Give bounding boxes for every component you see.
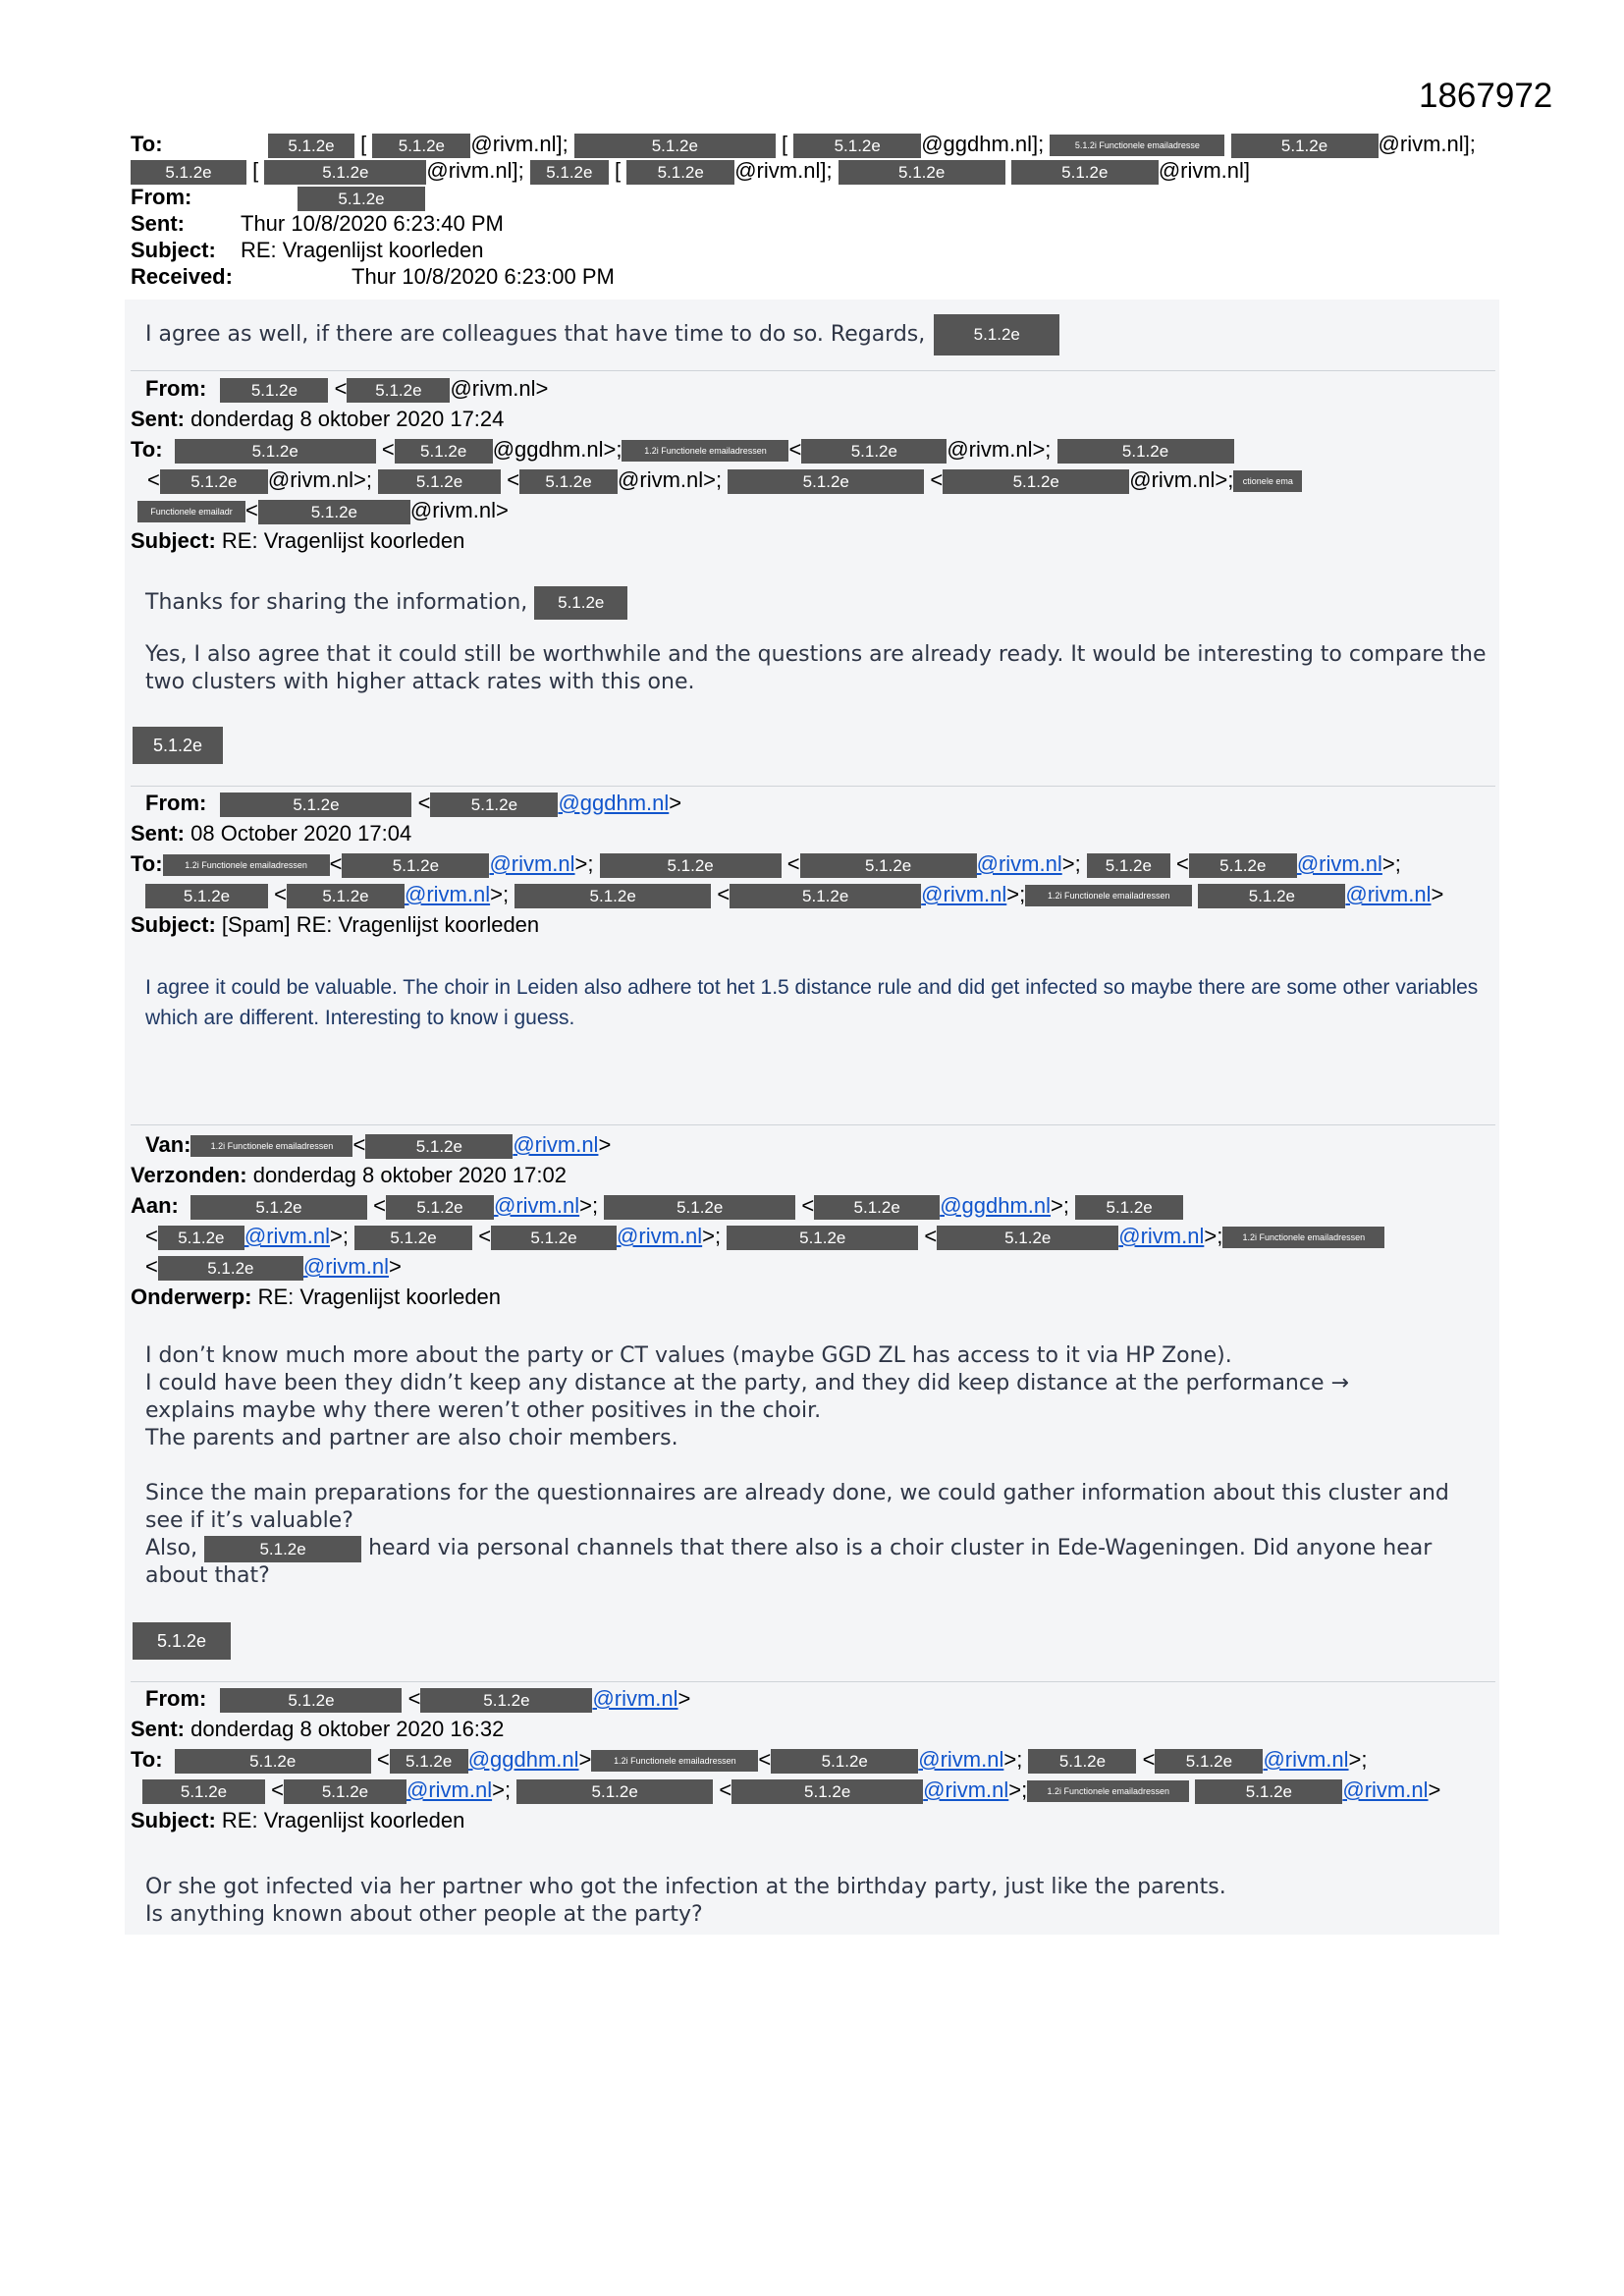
sent-row [131, 1160, 1505, 1190]
to-row-cont [131, 1775, 1505, 1805]
subject-row [131, 1805, 1505, 1835]
email-domain: @rivm.nl>; [267, 467, 372, 492]
angle-bracket: < [801, 1193, 815, 1218]
redaction: 5.1.2e [287, 884, 405, 908]
subject-value: [Spam] RE: Vragenlijst koorleden [221, 912, 540, 937]
document-number: 1867972 [1419, 77, 1553, 115]
email-link[interactable]: @rivm.nl [918, 1747, 1004, 1772]
redaction: 5.1.2e [491, 1226, 617, 1250]
email-domain: @rivm.nl]; [426, 158, 524, 183]
divider [131, 370, 1495, 371]
angle-bracket: < [147, 467, 160, 492]
email-domain: @rivm.nl>; [947, 437, 1052, 462]
redaction-functional: 1.2i Functionele emailadressen [1027, 1780, 1189, 1802]
angle-bracket: >; [492, 1777, 512, 1802]
email5-line1: Or she got infected via her partner who got the infection at the birthday party, just like the parents. [145, 1875, 1226, 1899]
email-link[interactable]: @rivm.nl [592, 1686, 678, 1711]
email4-header [131, 1129, 1505, 1312]
redaction: 5.1.2e [771, 1749, 918, 1774]
email4-para2: Since the main preparations for the questionnaires are already done, we could gather information about this cluster and see if it’s valuable? [145, 1481, 1449, 1533]
sent-row [131, 818, 1505, 848]
angle-bracket: < [788, 437, 802, 462]
email-link[interactable]: @rivm.nl [406, 1777, 493, 1802]
subject-label: Subject: [131, 238, 216, 262]
email4-line: explains maybe why there weren’t other positives in the choir. [145, 1398, 822, 1423]
from-label: Van: [145, 1132, 191, 1157]
to-row [131, 1190, 1505, 1221]
redaction: 5.1.2e [204, 1536, 361, 1562]
redaction: 5.1.2e [175, 1749, 371, 1774]
redaction-functional: 1.2i Functionele emailadressen [622, 440, 788, 462]
angle-bracket: < [924, 1224, 938, 1248]
received-value: Thur 10/8/2020 6:23:00 PM [352, 264, 615, 289]
redaction: 5.1.2e [264, 160, 426, 185]
redaction: 5.1.2e [142, 1779, 265, 1804]
redaction: 5.1.2e [730, 884, 921, 908]
angle-bracket: >; [1008, 1777, 1028, 1802]
redaction: 5.1.2e [937, 1226, 1118, 1250]
redaction-functional: 1.2i Functionele emailadressen [1025, 885, 1192, 906]
redaction: 5.1.2e [514, 884, 711, 908]
to-label: To: [131, 437, 163, 462]
redaction: 5.1.2e [420, 1688, 592, 1713]
angle-bracket: > [1431, 882, 1444, 906]
redaction-functional: 1.2i Functionele emailadressen [591, 1750, 758, 1772]
email-link[interactable]: @ggdhm.nl [558, 791, 670, 815]
from-row [131, 788, 1505, 818]
angle-bracket: > [669, 791, 682, 815]
redaction: 5.1.2e [372, 134, 470, 158]
email5-body [145, 1874, 1490, 1929]
redaction-functional: 5.1.2i Functionele emailadresse [1050, 135, 1224, 156]
email-domain: @ggdhm.nl]; [921, 132, 1045, 156]
email-domain: @rivm.nl> [450, 376, 549, 401]
subject-value: RE: Vragenlijst koorleden [257, 1285, 502, 1309]
bracket: [ [252, 158, 259, 183]
redaction-functional: 1.2i Functionele emailadressen [190, 1135, 352, 1157]
sent-label: Verzonden: [131, 1163, 247, 1187]
signature-redaction: 5.1.2e [133, 1622, 231, 1660]
angle-bracket: < [786, 851, 800, 876]
redaction-functional: 1.2i Functionele emailadressen [1222, 1227, 1384, 1248]
angle-bracket: < [417, 791, 431, 815]
redaction: 5.1.2e [145, 884, 268, 908]
angle-bracket: < [373, 1193, 386, 1218]
email4-para3-a: Also, [145, 1536, 198, 1560]
email-domain: @rivm.nl> [409, 498, 509, 522]
email-link[interactable]: @rivm.nl [1342, 1777, 1429, 1802]
redaction: 5.1.2e [793, 134, 921, 158]
angle-bracket: < [507, 467, 520, 492]
angle-bracket: >; [1348, 1747, 1368, 1772]
angle-bracket: < [1142, 1747, 1156, 1772]
email2-text1: Thanks for sharing the information, [145, 590, 528, 615]
email-link[interactable]: @rivm.nl [1118, 1224, 1205, 1248]
angle-bracket: >; [1381, 851, 1401, 876]
subject-label: Subject: [131, 528, 216, 553]
subject-value: RE: Vragenlijst koorleden [221, 528, 465, 553]
angle-bracket: >; [1204, 1224, 1223, 1248]
angle-bracket: < [271, 1777, 284, 1802]
subject-label: Subject: [131, 912, 216, 937]
divider [131, 1681, 1495, 1682]
email3-header [131, 788, 1505, 940]
redaction: 5.1.2e [158, 1256, 303, 1281]
redaction: 5.1.2e [1189, 853, 1297, 878]
redaction: 5.1.2e [800, 853, 977, 878]
email-link[interactable]: @ggdhm.nl [467, 1747, 579, 1772]
email1-body [145, 314, 1490, 355]
angle-bracket: < [352, 1132, 366, 1157]
divider [131, 1124, 1495, 1125]
email5-line2: Is anything known about other people at the party? [145, 1902, 703, 1927]
subject-row [131, 237, 1495, 263]
to-row-cont2 [131, 1251, 1505, 1282]
redaction: 5.1.2e [258, 500, 410, 524]
redaction: 5.1.2e [728, 469, 924, 494]
angle-bracket: < [758, 1747, 772, 1772]
email-domain: @rivm.nl>; [1129, 467, 1234, 492]
angle-bracket: >; [1003, 1747, 1023, 1772]
angle-bracket: > [677, 1686, 691, 1711]
redaction: 5.1.2e [175, 439, 376, 464]
sent-value: 08 October 2020 17:04 [190, 821, 412, 846]
to-row-cont [131, 465, 1505, 495]
from-label: From: [131, 185, 192, 209]
from-row [131, 184, 1495, 210]
angle-bracket: < [145, 1224, 158, 1248]
redaction: 5.1.2e [342, 853, 489, 878]
email4-body [145, 1342, 1490, 1590]
email-link[interactable]: @ggdhm.nl [940, 1193, 1052, 1218]
email-link[interactable]: @rivm.nl [921, 882, 1007, 906]
email-link[interactable]: @rivm.nl [404, 882, 491, 906]
email-domain: @rivm.nl]; [734, 158, 833, 183]
angle-bracket: < [274, 882, 287, 906]
sent-value: Thur 10/8/2020 6:23:40 PM [241, 211, 504, 236]
received-row [131, 263, 1495, 290]
redaction: 5.1.2e [378, 469, 501, 494]
email4-line: The parents and partner are also choir members. [145, 1426, 678, 1450]
angle-bracket: > [388, 1254, 402, 1279]
from-row [131, 1683, 1505, 1714]
to-label: To: [131, 1747, 163, 1772]
redaction: 5.1.2e [220, 378, 328, 403]
redaction: 5.1.2e [731, 1779, 923, 1804]
email-link[interactable]: @rivm.nl [513, 1132, 599, 1157]
to-row-cont [131, 1221, 1505, 1251]
subject-row [131, 525, 1505, 556]
redaction: 5.1.2e [298, 187, 425, 211]
angle-bracket: < [329, 851, 343, 876]
angle-bracket: < [334, 376, 348, 401]
redaction: 5.1.2e [1057, 439, 1234, 464]
sent-label: Sent: [131, 211, 185, 236]
received-label: Received: [131, 264, 233, 289]
email-domain: @rivm.nl>; [618, 467, 723, 492]
email-domain: @rivm.nl] [1158, 158, 1251, 183]
to-label: To: [131, 132, 163, 156]
redaction: 5.1.2e [220, 1688, 402, 1713]
signature-redaction: 5.1.2e [133, 727, 223, 764]
bracket: [ [360, 132, 367, 156]
sent-row [131, 404, 1505, 434]
angle-bracket: < [245, 498, 258, 522]
angle-bracket: < [145, 1254, 158, 1279]
subject-value: RE: Vragenlijst koorleden [221, 1808, 465, 1832]
email-link[interactable]: @rivm.nl [617, 1224, 703, 1248]
from-row [131, 373, 1505, 404]
email4-line: I don’t know much more about the party or CT values (maybe GGD ZL has access to it via HP Zone). [145, 1343, 1232, 1368]
redaction: 5.1.2e [1195, 1779, 1342, 1804]
redaction: 5.1.2e [943, 469, 1129, 494]
redaction: 5.1.2e [1198, 884, 1345, 908]
to-label: To: [131, 851, 163, 876]
to-row [131, 434, 1505, 465]
email-domain: @ggdhm.nl>; [492, 437, 623, 462]
redaction: 5.1.2e [1028, 1749, 1136, 1774]
from-label: From: [145, 376, 207, 401]
angle-bracket: < [719, 1777, 732, 1802]
redaction: 5.1.2e [365, 1134, 513, 1159]
redaction: 5.1.2e [574, 134, 776, 158]
angle-bracket: >; [702, 1224, 722, 1248]
angle-bracket: >; [579, 1193, 599, 1218]
sent-row [131, 210, 1495, 237]
from-label: From: [145, 791, 207, 815]
redaction: 5.1.2e [934, 314, 1059, 355]
redaction: 5.1.2e [530, 160, 609, 185]
to-row-cont2 [131, 495, 1505, 525]
angle-bracket: < [407, 1686, 421, 1711]
to-row [131, 1744, 1505, 1775]
email-link[interactable]: @rivm.nl [923, 1777, 1009, 1802]
to-label: Aan: [131, 1193, 179, 1218]
redaction: 5.1.2e [430, 793, 558, 817]
redaction: 5.1.2e [534, 586, 627, 620]
sent-value: donderdag 8 oktober 2020 16:32 [190, 1717, 505, 1741]
angle-bracket: >; [490, 882, 510, 906]
redaction: 5.1.2e [516, 1779, 713, 1804]
email-link[interactable]: @rivm.nl [1345, 882, 1432, 906]
redaction: 5.1.2e [158, 1226, 244, 1250]
email4-para3-b: heard via personal channels that there also is a choir cluster in Ede-Wageningen. Did anyone hear about that? [145, 1536, 1433, 1588]
angle-bracket: < [930, 467, 944, 492]
angle-bracket: < [1175, 851, 1189, 876]
email-link[interactable]: @rivm.nl [244, 1224, 330, 1248]
angle-bracket: >; [1061, 851, 1081, 876]
redaction: 5.1.2e [519, 469, 618, 494]
to-row-cont [131, 157, 1495, 184]
angle-bracket: >; [1006, 882, 1026, 906]
redaction: 5.1.2e [220, 793, 411, 817]
redaction: 5.1.2e [727, 1226, 918, 1250]
bracket: [ [614, 158, 622, 183]
subject-row [131, 909, 1505, 940]
redaction: 5.1.2e [160, 469, 268, 494]
redaction: 5.1.2e [1155, 1749, 1263, 1774]
redaction: 5.1.2e [839, 160, 1005, 185]
sent-row [131, 1714, 1505, 1744]
sent-value: donderdag 8 oktober 2020 17:24 [190, 407, 505, 431]
angle-bracket: > [598, 1132, 612, 1157]
redaction: 5.1.2e [1087, 853, 1170, 878]
redaction: 5.1.2e [626, 160, 734, 185]
redaction: 5.1.2e [390, 1749, 468, 1774]
redaction: 5.1.2e [354, 1226, 472, 1250]
redaction: 5.1.2e [268, 134, 354, 158]
email1-text: I agree as well, if there are colleagues that have time to do so. Regards, [145, 322, 926, 347]
from-row [131, 1129, 1505, 1160]
to-row-cont [131, 879, 1505, 909]
bracket: [ [781, 132, 788, 156]
top-email-header [131, 131, 1495, 290]
redaction-functional: Functionele emailadr [137, 501, 245, 522]
email2-header [131, 373, 1505, 556]
to-row [131, 848, 1505, 879]
redaction-functional: ctionele ema [1233, 470, 1302, 492]
angle-bracket: < [717, 882, 731, 906]
redaction: 5.1.2e [190, 1195, 367, 1220]
email-domain: @rivm.nl]; [1378, 132, 1476, 156]
email4-line: I could have been they didn’t keep any distance at the party, and they did keep distance at the performance → [145, 1371, 1349, 1395]
angle-bracket: < [478, 1224, 492, 1248]
email5-header [131, 1683, 1505, 1835]
email-link[interactable]: @rivm.nl [494, 1193, 580, 1218]
to-row [131, 131, 1495, 157]
angle-bracket: >; [574, 851, 594, 876]
redaction: 5.1.2e [395, 439, 493, 464]
email3-body: I agree it could be valuable. The choir in Leiden also adhere tot het 1.5 distance rule and did get infected so maybe there are some other variables which are different. Interesting to know i guess. [145, 976, 1479, 1029]
redaction: 5.1.2e [284, 1779, 406, 1804]
subject-row [131, 1282, 1505, 1312]
subject-label: Subject: [131, 1808, 216, 1832]
email-link[interactable]: @rivm.nl [1296, 851, 1382, 876]
redaction: 5.1.2e [604, 1195, 795, 1220]
redaction: 5.1.2e [347, 378, 450, 403]
sent-label: Sent: [131, 1717, 185, 1741]
sent-label: Sent: [131, 821, 185, 846]
angle-bracket: >; [1051, 1193, 1069, 1218]
redaction: 5.1.2e [1231, 134, 1379, 158]
redaction: 5.1.2e [600, 853, 782, 878]
redaction: 5.1.2e [801, 439, 947, 464]
email-link[interactable]: @rivm.nl [1263, 1747, 1349, 1772]
angle-bracket: > [578, 1747, 592, 1772]
angle-bracket: >; [329, 1224, 349, 1248]
from-label: From: [145, 1686, 207, 1711]
email-link[interactable]: @rivm.nl [976, 851, 1062, 876]
email2-body [145, 586, 1490, 696]
email-domain: @rivm.nl]; [470, 132, 568, 156]
divider [131, 786, 1495, 787]
subject-label: Onderwerp: [131, 1285, 252, 1309]
redaction: 5.1.2e [386, 1195, 494, 1220]
redaction: 5.1.2e [131, 160, 246, 185]
subject-value: RE: Vragenlijst koorleden [241, 238, 484, 262]
email-link[interactable]: @rivm.nl [302, 1254, 389, 1279]
angle-bracket: > [1428, 1777, 1441, 1802]
angle-bracket: < [381, 437, 395, 462]
redaction: 5.1.2e [814, 1195, 940, 1220]
sent-label: Sent: [131, 407, 185, 431]
redaction: 5.1.2e [1011, 160, 1159, 185]
angle-bracket: < [376, 1747, 390, 1772]
redaction-functional: 1.2i Functionele emailadressen [163, 854, 330, 876]
email2-text2: Yes, I also agree that it could still be worthwhile and the questions are already ready. It would be interesting to compare the two clusters with higher attack rates with this one. [145, 642, 1487, 694]
email-link[interactable]: @rivm.nl [489, 851, 575, 876]
redaction: 5.1.2e [1075, 1195, 1183, 1220]
sent-value: donderdag 8 oktober 2020 17:02 [252, 1163, 567, 1187]
